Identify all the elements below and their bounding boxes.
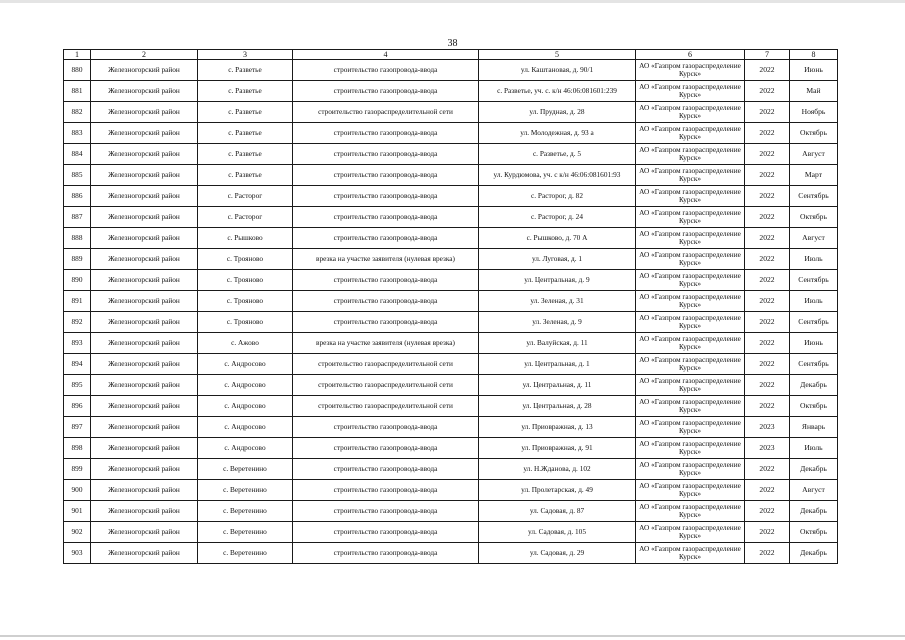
locality-cell: с. Веретенино (198, 543, 293, 564)
table-row (64, 123, 838, 144)
work-type-cell: строительство газопровода-ввода (293, 144, 479, 165)
district-cell: Железногорский район (91, 459, 198, 480)
address-cell: ул. Н.Жданова, д. 102 (479, 459, 636, 480)
row-number-cell: 892 (64, 312, 91, 333)
locality-cell: с. Ажово (198, 333, 293, 354)
gasification-register-table (63, 49, 838, 564)
locality-cell: с. Андросово (198, 354, 293, 375)
work-type-cell: строительство газопровода-ввода (293, 60, 479, 81)
organization-cell: АО «Газпром газораспределение Курск» (636, 333, 745, 354)
month-cell: Ноябрь (790, 102, 838, 123)
address-cell: ул. Приовражная, д. 91 (479, 438, 636, 459)
organization-cell: АО «Газпром газораспределение Курск» (636, 312, 745, 333)
work-type-cell: строительство газопровода-ввода (293, 291, 479, 312)
row-number-cell: 887 (64, 207, 91, 228)
address-cell: с. Расторог, д. 82 (479, 186, 636, 207)
district-cell: Железногорский район (91, 291, 198, 312)
column-number: 3 (198, 50, 293, 60)
row-number-cell: 889 (64, 249, 91, 270)
table-row (64, 522, 838, 543)
table-row (64, 375, 838, 396)
table-row (64, 459, 838, 480)
work-type-cell: строительство газопровода-ввода (293, 123, 479, 144)
address-cell: ул. Садовая, д. 87 (479, 501, 636, 522)
locality-cell: с. Трояново (198, 312, 293, 333)
work-type-cell: строительство газопровода-ввода (293, 417, 479, 438)
month-cell: Декабрь (790, 459, 838, 480)
table-row (64, 207, 838, 228)
locality-cell: с. Расторог (198, 207, 293, 228)
organization-cell: АО «Газпром газораспределение Курск» (636, 186, 745, 207)
locality-cell: с. Трояново (198, 291, 293, 312)
organization-cell: АО «Газпром газораспределение Курск» (636, 480, 745, 501)
table-row (64, 228, 838, 249)
organization-cell: АО «Газпром газораспределение Курск» (636, 228, 745, 249)
address-cell: ул. Валуйская, д. 11 (479, 333, 636, 354)
organization-cell: АО «Газпром газораспределение Курск» (636, 270, 745, 291)
organization-cell: АО «Газпром газораспределение Курск» (636, 102, 745, 123)
district-cell: Железногорский район (91, 165, 198, 186)
row-number-cell: 897 (64, 417, 91, 438)
organization-cell: АО «Газпром газораспределение Курск» (636, 354, 745, 375)
work-type-cell: строительство газопровода-ввода (293, 165, 479, 186)
work-type-cell: строительство газопровода-ввода (293, 459, 479, 480)
month-cell: Сентябрь (790, 270, 838, 291)
address-cell: ул. Молодежная, д. 93 а (479, 123, 636, 144)
organization-cell: АО «Газпром газораспределение Курск» (636, 417, 745, 438)
work-type-cell: строительство газопровода-ввода (293, 501, 479, 522)
address-cell: с. Рышково, д. 70 А (479, 228, 636, 249)
organization-cell: АО «Газпром газораспределение Курск» (636, 165, 745, 186)
month-cell: Сентябрь (790, 186, 838, 207)
table-row (64, 249, 838, 270)
district-cell: Железногорский район (91, 396, 198, 417)
year-cell: 2022 (745, 312, 790, 333)
month-cell: Сентябрь (790, 312, 838, 333)
table-row (64, 312, 838, 333)
locality-cell: с. Веретенино (198, 522, 293, 543)
row-number-cell: 888 (64, 228, 91, 249)
table-row (64, 81, 838, 102)
locality-cell: с. Веретенино (198, 480, 293, 501)
table-row (64, 186, 838, 207)
row-number-cell: 899 (64, 459, 91, 480)
month-cell: Март (790, 165, 838, 186)
organization-cell: АО «Газпром газораспределение Курск» (636, 291, 745, 312)
address-cell: ул. Каштановая, д. 90/1 (479, 60, 636, 81)
district-cell: Железногорский район (91, 249, 198, 270)
locality-cell: с. Разветье (198, 102, 293, 123)
district-cell: Железногорский район (91, 354, 198, 375)
year-cell: 2022 (745, 522, 790, 543)
district-cell: Железногорский район (91, 312, 198, 333)
table-row (64, 543, 838, 564)
month-cell: Декабрь (790, 543, 838, 564)
address-cell: ул. Прудная, д. 28 (479, 102, 636, 123)
locality-cell: с. Расторог (198, 186, 293, 207)
work-type-cell: строительство газопровода-ввода (293, 81, 479, 102)
year-cell: 2022 (745, 291, 790, 312)
table-row (64, 291, 838, 312)
year-cell: 2022 (745, 333, 790, 354)
year-cell: 2022 (745, 375, 790, 396)
year-cell: 2023 (745, 438, 790, 459)
column-number: 7 (745, 50, 790, 60)
address-cell: ул. Садовая, д. 105 (479, 522, 636, 543)
row-number-cell: 902 (64, 522, 91, 543)
table-row (64, 102, 838, 123)
organization-cell: АО «Газпром газораспределение Курск» (636, 396, 745, 417)
organization-cell: АО «Газпром газораспределение Курск» (636, 459, 745, 480)
year-cell: 2022 (745, 354, 790, 375)
month-cell: Июль (790, 438, 838, 459)
register-body (64, 60, 838, 564)
district-cell: Железногорский район (91, 375, 198, 396)
year-cell: 2022 (745, 81, 790, 102)
year-cell: 2022 (745, 249, 790, 270)
work-type-cell: строительство газораспределительной сети (293, 354, 479, 375)
row-number-cell: 886 (64, 186, 91, 207)
row-number-cell: 901 (64, 501, 91, 522)
row-number-cell: 896 (64, 396, 91, 417)
district-cell: Железногорский район (91, 123, 198, 144)
row-number-cell: 882 (64, 102, 91, 123)
locality-cell: с. Разветье (198, 144, 293, 165)
locality-cell: с. Разветье (198, 165, 293, 186)
address-cell: ул. Садовая, д. 29 (479, 543, 636, 564)
table-row (64, 438, 838, 459)
year-cell: 2022 (745, 207, 790, 228)
address-cell: ул. Центральная, д. 11 (479, 375, 636, 396)
address-cell: ул. Приовражная, д. 13 (479, 417, 636, 438)
row-number-cell: 885 (64, 165, 91, 186)
year-cell: 2022 (745, 480, 790, 501)
organization-cell: АО «Газпром газораспределение Курск» (636, 249, 745, 270)
organization-cell: АО «Газпром газораспределение Курск» (636, 501, 745, 522)
year-cell: 2022 (745, 543, 790, 564)
work-type-cell: строительство газопровода-ввода (293, 207, 479, 228)
year-cell: 2022 (745, 123, 790, 144)
scan-bottom-edge (0, 635, 905, 637)
district-cell: Железногорский район (91, 144, 198, 165)
month-cell: Май (790, 81, 838, 102)
work-type-cell: строительство газопровода-ввода (293, 543, 479, 564)
month-cell: Декабрь (790, 501, 838, 522)
work-type-cell: строительство газопровода-ввода (293, 480, 479, 501)
work-type-cell: строительство газопровода-ввода (293, 438, 479, 459)
organization-cell: АО «Газпром газораспределение Курск» (636, 438, 745, 459)
month-cell: Июнь (790, 60, 838, 81)
month-cell: Октябрь (790, 207, 838, 228)
locality-cell: с. Трояново (198, 270, 293, 291)
address-cell: ул. Зеленая, д. 9 (479, 312, 636, 333)
row-number-cell: 893 (64, 333, 91, 354)
address-cell: с. Разветье, д. 5 (479, 144, 636, 165)
column-number: 4 (293, 50, 479, 60)
row-number-cell: 884 (64, 144, 91, 165)
row-number-cell: 890 (64, 270, 91, 291)
address-cell: с. Расторог, д. 24 (479, 207, 636, 228)
month-cell: Август (790, 480, 838, 501)
month-cell: Август (790, 228, 838, 249)
year-cell: 2022 (745, 165, 790, 186)
month-cell: Октябрь (790, 123, 838, 144)
district-cell: Железногорский район (91, 333, 198, 354)
work-type-cell: строительство газопровода-ввода (293, 270, 479, 291)
row-number-cell: 881 (64, 81, 91, 102)
row-number-cell: 894 (64, 354, 91, 375)
row-number-cell: 898 (64, 438, 91, 459)
month-cell: Октябрь (790, 522, 838, 543)
locality-cell: с. Андросово (198, 417, 293, 438)
month-cell: Декабрь (790, 375, 838, 396)
row-number-cell: 880 (64, 60, 91, 81)
year-cell: 2022 (745, 270, 790, 291)
work-type-cell: строительство газораспределительной сети (293, 396, 479, 417)
organization-cell: АО «Газпром газораспределение Курск» (636, 543, 745, 564)
district-cell: Железногорский район (91, 543, 198, 564)
row-number-cell: 900 (64, 480, 91, 501)
year-cell: 2022 (745, 501, 790, 522)
row-number-cell: 903 (64, 543, 91, 564)
address-cell: ул. Луговая, д. 1 (479, 249, 636, 270)
address-cell: ул. Пролетарская, д. 49 (479, 480, 636, 501)
year-cell: 2022 (745, 60, 790, 81)
table-row (64, 144, 838, 165)
address-cell: с. Разветье, уч. с. к/н 46:06:081601:239 (479, 81, 636, 102)
work-type-cell: строительство газопровода-ввода (293, 312, 479, 333)
locality-cell: с. Веретенино (198, 501, 293, 522)
year-cell: 2022 (745, 459, 790, 480)
table-row (64, 417, 838, 438)
table-row (64, 333, 838, 354)
district-cell: Железногорский район (91, 270, 198, 291)
month-cell: Июль (790, 291, 838, 312)
column-number: 5 (479, 50, 636, 60)
row-number-cell: 883 (64, 123, 91, 144)
month-cell: Июнь (790, 333, 838, 354)
row-number-cell: 895 (64, 375, 91, 396)
table-row (64, 165, 838, 186)
year-cell: 2023 (745, 417, 790, 438)
address-cell: ул. Центральная, д. 28 (479, 396, 636, 417)
work-type-cell: строительство газопровода-ввода (293, 522, 479, 543)
district-cell: Железногорский район (91, 522, 198, 543)
organization-cell: АО «Газпром газораспределение Курск» (636, 375, 745, 396)
year-cell: 2022 (745, 186, 790, 207)
district-cell: Железногорский район (91, 228, 198, 249)
column-number-row (64, 50, 838, 60)
organization-cell: АО «Газпром газораспределение Курск» (636, 144, 745, 165)
district-cell: Железногорский район (91, 186, 198, 207)
work-type-cell: врезка на участке заявителя (нулевая врезка) (293, 249, 479, 270)
work-type-cell: строительство газопровода-ввода (293, 186, 479, 207)
organization-cell: АО «Газпром газораспределение Курск» (636, 207, 745, 228)
district-cell: Железногорский район (91, 438, 198, 459)
month-cell: Январь (790, 417, 838, 438)
table-row (64, 501, 838, 522)
page-number: 38 (447, 38, 458, 49)
year-cell: 2022 (745, 102, 790, 123)
work-type-cell: строительство газораспределительной сети (293, 375, 479, 396)
locality-cell: с. Рышково (198, 228, 293, 249)
locality-cell: с. Андросово (198, 396, 293, 417)
district-cell: Железногорский район (91, 417, 198, 438)
organization-cell: АО «Газпром газораспределение Курск» (636, 60, 745, 81)
district-cell: Железногорский район (91, 102, 198, 123)
column-number: 2 (91, 50, 198, 60)
month-cell: Октябрь (790, 396, 838, 417)
column-number: 6 (636, 50, 745, 60)
month-cell: Июль (790, 249, 838, 270)
work-type-cell: строительство газораспределительной сети (293, 102, 479, 123)
organization-cell: АО «Газпром газораспределение Курск» (636, 123, 745, 144)
address-cell: ул. Зеленая, д. 31 (479, 291, 636, 312)
column-number: 1 (64, 50, 91, 60)
locality-cell: с. Трояново (198, 249, 293, 270)
locality-cell: с. Андросово (198, 438, 293, 459)
work-type-cell: врезка на участке заявителя (нулевая врезка) (293, 333, 479, 354)
district-cell: Железногорский район (91, 501, 198, 522)
table-row (64, 396, 838, 417)
table-row (64, 480, 838, 501)
work-type-cell: строительство газопровода-ввода (293, 228, 479, 249)
row-number-cell: 891 (64, 291, 91, 312)
year-cell: 2022 (745, 144, 790, 165)
district-cell: Железногорский район (91, 60, 198, 81)
district-cell: Железногорский район (91, 480, 198, 501)
locality-cell: с. Разветье (198, 123, 293, 144)
address-cell: ул. Центральная, д. 9 (479, 270, 636, 291)
table-row (64, 60, 838, 81)
address-cell: ул. Центральная, д. 1 (479, 354, 636, 375)
year-cell: 2022 (745, 228, 790, 249)
organization-cell: АО «Газпром газораспределение Курск» (636, 522, 745, 543)
scan-top-edge (0, 0, 905, 3)
organization-cell: АО «Газпром газораспределение Курск» (636, 81, 745, 102)
table-row (64, 270, 838, 291)
year-cell: 2022 (745, 396, 790, 417)
locality-cell: с. Андросово (198, 375, 293, 396)
district-cell: Железногорский район (91, 207, 198, 228)
month-cell: Сентябрь (790, 354, 838, 375)
month-cell: Август (790, 144, 838, 165)
address-cell: ул. Курдюмова, уч. с к/н 46:06:081601:93 (479, 165, 636, 186)
table-row (64, 354, 838, 375)
locality-cell: с. Разветье (198, 81, 293, 102)
column-number: 8 (790, 50, 838, 60)
locality-cell: с. Веретенино (198, 459, 293, 480)
locality-cell: с. Разветье (198, 60, 293, 81)
district-cell: Железногорский район (91, 81, 198, 102)
